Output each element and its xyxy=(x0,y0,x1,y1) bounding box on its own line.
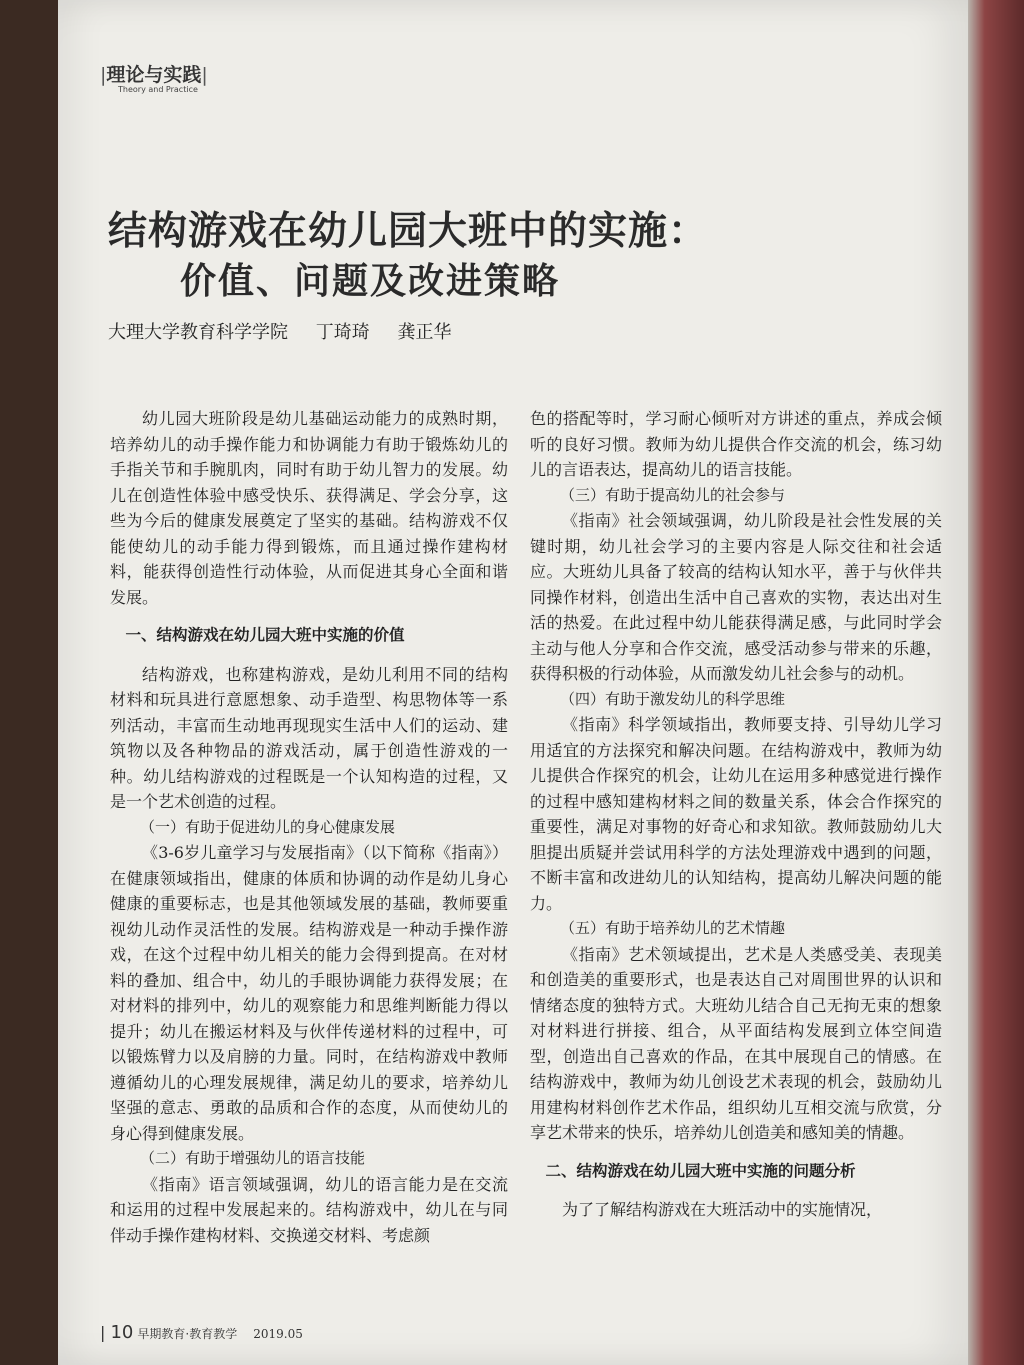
paragraph-problem: 为了了解结构游戏在大班活动中的实施情况， xyxy=(562,1200,883,1219)
affiliation: 大理大学教育科学学院 xyxy=(108,322,288,343)
paragraph-health: 《3-6岁儿童学习与发展指南》（以下简称《指南》）在健康领域指出，健康的体质和协调的动作是幼儿身心健康的重要标志，也是其他领域发展的基础，教师要重视幼儿动作灵活性的发展。结构游戏是一种动手操作游戏，在这个过程中幼儿相关的能力会得到提高。在对材料的叠加、组合中，幼儿的手眼协调能力获得发展；在对材料的排列中，幼儿的观察能力和思维判断能力得以提升；幼儿在搬运材料及与伙伴传递材料的过程中，可以锻炼臂力以及肩膀的力量。同时，在结构游戏中教师遵循幼儿的心理发展规律，满足幼儿的要求，培养幼儿坚强的意志、勇敢的品质和合作的态度，从而使幼儿的身心得到健康发展。 xyxy=(110,843,508,1143)
article-title-line2: 价值、问题及改进策略 xyxy=(180,261,561,302)
paragraph-intro: 幼儿园大班阶段是幼儿基础运动能力的成熟时期，培养幼儿的动手操作能力和协调能力有助于锻炼幼儿的手指关节和手腕肌肉，同时有助于幼儿智力的发展。幼儿在创造性体验中感受快乐、获得满足、学会分享，这些为今后的健康发展奠定了坚实的基础。结构游戏不仅能使幼儿的动手能力得到锻炼，而且通过操作建构材料，能获得创造性行动体验，从而促进其身心全面和谐发展。 xyxy=(110,409,508,607)
paragraph-language-cont: 色的搭配等时，学习耐心倾听对方讲述的重点，养成会倾听的良好习惯。教师为幼儿提供合作交流的机会，练习幼儿的言语表达，提高幼儿的语言技能。 xyxy=(530,409,942,479)
byline xyxy=(108,318,473,344)
author-1: 丁琦琦 xyxy=(315,322,370,343)
paragraph-science: 《指南》科学领域指出，教师要支持、引导幼儿学习用适宜的方法探究和解决问题。在结构游戏中，教师为幼儿提供合作探究的机会，让幼儿在运用多种感觉进行操作的过程中感知建构材料之间的数量关系，体会合作探究的重要性，满足对事物的好奇心和求知欲。教师鼓励幼儿大胆提出质疑并尝试用科学的方法处理游戏中遇到的问题，不断丰富和改进幼儿的认知结构，提高幼儿解决问题的能力。 xyxy=(530,715,942,913)
right-column xyxy=(530,406,942,1223)
paragraph-definition: 结构游戏，也称建构游戏，是幼儿利用不同的结构材料和玩具进行意愿想象、动手造型、构思物体等一系列活动，丰富而生动地再现现实生活中人们的运动、建筑物以及各种物品的游戏活动，属于创造性游戏的一种。幼儿结构游戏的过程既是一个认知构造的过程，又是一个艺术创造的过程。 xyxy=(110,664,508,811)
footer-bar: | xyxy=(100,1323,111,1342)
author-2: 龚正华 xyxy=(397,322,452,343)
paragraph-social: 《指南》社会领域强调，幼儿阶段是社会性发展的关键时期，幼儿社会学习的主要内容是人际交往和社会适应。大班幼儿具备了较高的结构认知水平，善于与伙伴共同操作材料，创造出生活中自己喜欢的实物，表达出对生活的热爱。在此过程中幼儿能获得满足感，与此同时学会主动与他人分享和合作交流，感受活动参与带来的乐趣，获得积极的行动体验，从而激发幼儿社会参与的动机。 xyxy=(530,511,942,683)
paragraph-language: 《指南》语言领域强调，幼儿的语言能力是在交流和运用的过程中发展起来的。结构游戏中，幼儿在与同伴动手操作建构材料、交换递交材料、考虑颜 xyxy=(110,1174,508,1245)
book-edge xyxy=(968,0,1024,1365)
subheading-1: （一）有助于促进幼儿的身心健康发展 xyxy=(140,817,396,836)
magazine-name: 早期教育·教育教学 xyxy=(137,1327,238,1341)
section-heading-2: 二、结构游戏在幼儿园大班中实施的问题分析 xyxy=(545,1161,856,1180)
article-title-line1: 结构游戏在幼儿园大班中的实施： xyxy=(108,209,709,254)
subheading-2: （二）有助于增强幼儿的语言技能 xyxy=(140,1149,366,1167)
left-column xyxy=(110,406,508,1248)
section-heading-1: 一、结构游戏在幼儿园大班中实施的价值 xyxy=(125,626,405,644)
paragraph-art: 《指南》艺术领域提出，艺术是人类感受美、表现美和创造美的重要形式，也是表达自己对周围世界的认识和情绪态度的独特方式。大班幼儿结合自己无拘无束的想象对材料进行拼接、组合，从平面结构发展到立体空间造型，创造出自己喜欢的作品，在其中展现自己的情感。在结构游戏中，教师为幼儿创设艺术表现的机会，鼓励幼儿用建构材料创作艺术作品，组织幼儿互相交流与欣赏，分享艺术带来的快乐，培养幼儿创造美和感知美的情趣。 xyxy=(530,944,942,1142)
issue-date: 2019.05 xyxy=(253,1327,303,1341)
subheading-5: （五）有助于培养幼儿的艺术情趣 xyxy=(560,919,786,937)
page-footer xyxy=(100,1322,303,1343)
section-tag: |理论与实践| xyxy=(100,64,208,86)
subheading-4: （四）有助于激发幼儿的科学思维 xyxy=(560,689,786,708)
section-label: 理论与实践 xyxy=(106,64,202,86)
section-label-en: Theory and Practice xyxy=(118,85,198,94)
page-number: 10 xyxy=(110,1322,134,1343)
subheading-3: （三）有助于提高幼儿的社会参与 xyxy=(560,485,786,504)
